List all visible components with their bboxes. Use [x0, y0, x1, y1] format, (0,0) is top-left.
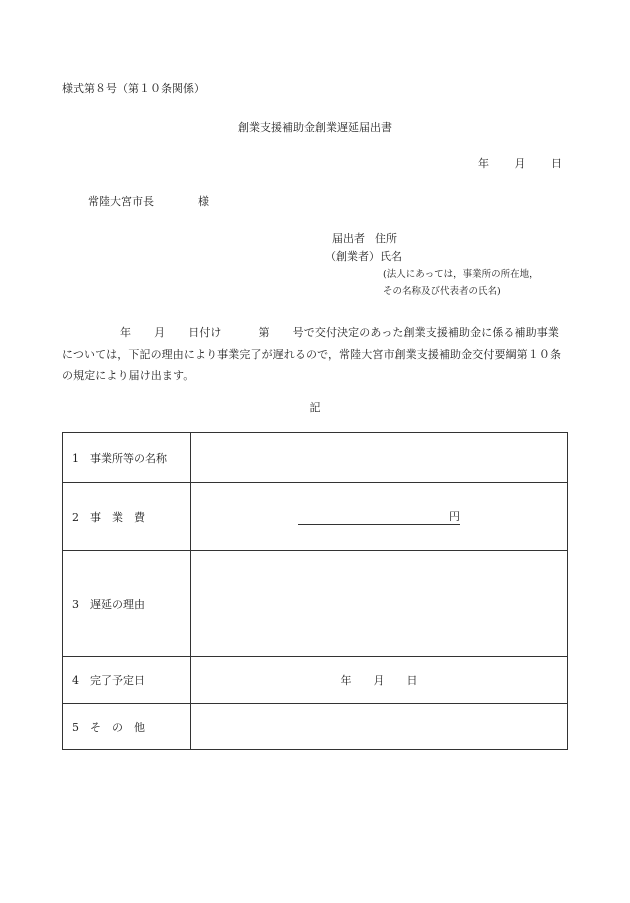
addressee-honorific: 様 [198, 195, 209, 208]
table-row [63, 433, 568, 483]
applicant-label: 届出者 [332, 232, 365, 245]
addressee [88, 193, 209, 209]
founder-label: （創業者） [325, 250, 380, 263]
date-header [456, 155, 562, 171]
row-value-project-cost[interactable] [191, 483, 568, 551]
ki-heading: 記 [309, 401, 321, 414]
yen-unit: 円 [449, 510, 460, 523]
row-label-facility-name: 1 事業所等の名称 [63, 433, 191, 483]
date-day: 日 [551, 157, 562, 170]
table-row [63, 483, 568, 551]
body-month: 月 [154, 326, 166, 339]
addressee-name: 常陸大宮市長 [88, 195, 154, 208]
applicant-note-2: その名称及び代表者の氏名) [383, 286, 501, 297]
address-field-label: 住所 [375, 232, 397, 245]
applicant-name-line [325, 248, 539, 266]
date-month: 月 [514, 157, 526, 170]
applicant-block [325, 230, 539, 300]
applicant-note-1: (法人にあっては，事業所の所在地， [383, 269, 539, 280]
row-label-project-cost: 2 事 業 費 [63, 483, 191, 551]
body-dai: 第 [258, 326, 270, 339]
body-paragraph [62, 322, 567, 387]
body-rest: 号で交付決定のあった創業支援補助金に係る補助事業については，下記の理由により事業完了が遅れるので，常陸大宮市創業支援補助金交付要綱第１０条の規定により届け出ます。 [62, 326, 562, 382]
row-value-completion-date[interactable]: 年 月 日 [191, 657, 568, 704]
body-day-suffix: 日付け [188, 326, 222, 339]
details-table [62, 432, 568, 750]
form-number: 様式第８号（第１０条関係） [62, 82, 205, 95]
row-value-delay-reason[interactable] [191, 551, 568, 657]
document-title: 創業支援補助金創業遅延届出書 [238, 121, 392, 134]
row-value-facility-name[interactable] [191, 433, 568, 483]
row-label-completion-date: 4 完了予定日 [63, 657, 191, 704]
table-row [63, 551, 568, 657]
row-label-delay-reason: 3 遅延の理由 [63, 551, 191, 657]
amount-underline [298, 508, 460, 525]
table-row [63, 704, 568, 750]
applicant-address-line [331, 230, 539, 248]
body-year: 年 [120, 326, 132, 339]
table-row [63, 657, 568, 704]
date-year: 年 [478, 157, 489, 170]
row-label-other: 5 そ の 他 [63, 704, 191, 750]
name-field-label: 氏名 [380, 250, 402, 263]
row-value-other[interactable] [191, 704, 568, 750]
